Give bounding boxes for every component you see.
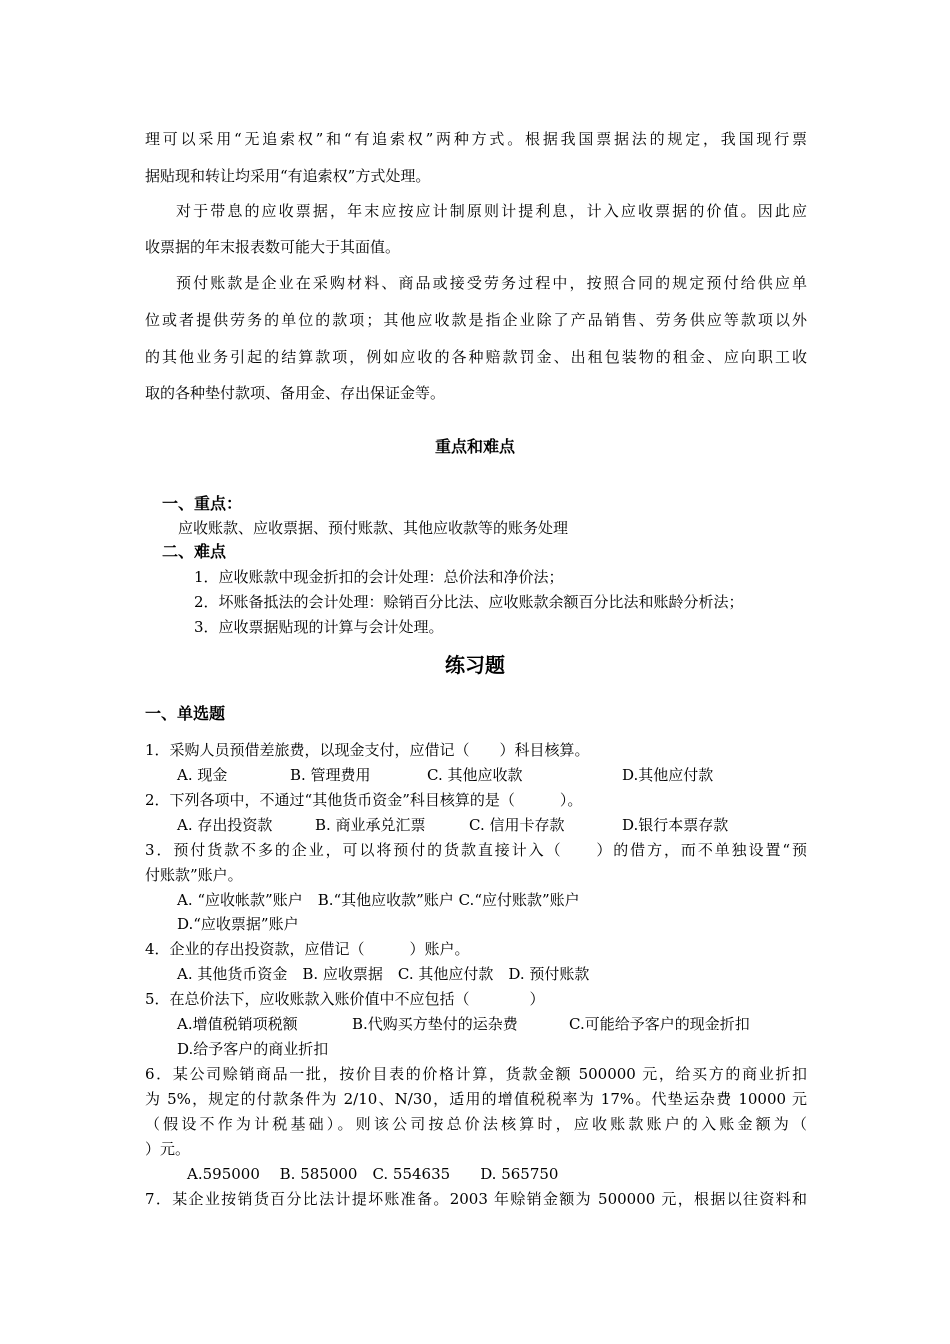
q5-option-d: D.给予客户的商业折扣 (177, 1040, 329, 1058)
intro-line-2: 据贴现和转让均采用“有追索权”方式处理。 (145, 167, 431, 185)
key-point-text: 应收账款、应收票据、预付账款、其他应收款等的账务处理 (178, 519, 569, 537)
question-3-line-1: 3．预付货款不多的企业，可以将预付的货款直接计入（ ）的借方，而不单独设置“预 (145, 841, 807, 859)
intro-line-8: 取的各种垫付款项、备用金、存出保证金等。 (145, 384, 446, 402)
question-3-line-2: 付账款”账户。 (145, 866, 243, 884)
question-5: 5．在总价法下，应收账款入账价值中不应包括（ ） (145, 990, 545, 1008)
difficulty-heading: 二、难点 (162, 542, 227, 561)
q2-option-b: B. 商业承兑汇票 (315, 816, 426, 834)
q1-option-b: B. 管理费用 (290, 766, 371, 784)
q6-options: A.595000 B. 585000 C. 554635 D. 565750 (187, 1165, 559, 1183)
intro-line-3: 对于带息的应收票据，年末应按应计制原则计提利息，计入应收票据的价值。因此应 (176, 202, 807, 220)
q2-option-c: C. 信用卡存款 (469, 816, 565, 834)
q5-option-b: B.代购买方垫付的运杂费 (352, 1015, 518, 1033)
q4-options: A. 其他货币资金 B. 应收票据 C. 其他应付款 D. 预付账款 (177, 965, 590, 983)
question-7-line-1: 7．某企业按销货百分比法计提坏账准备。2003 年赊销金额为 500000 元，根据以往资料和 (145, 1190, 807, 1208)
difficulty-item-3: 3．应收票据贴现的计算与会计处理。 (194, 618, 444, 636)
intro-line-5: 预付账款是企业在采购材料、商品或接受劳务过程中，按照合同的规定预付给供应单 (176, 274, 807, 292)
intro-line-4: 收票据的年末报表数可能大于其面值。 (145, 238, 401, 256)
difficulty-item-2: 2．坏账备抵法的会计处理：赊销百分比法、应收账款余额百分比法和账龄分析法； (194, 593, 744, 611)
intro-line-6: 位或者提供劳务的单位的款项；其他应收款是指企业除了产品销售、劳务供应等款项以外 (145, 311, 807, 329)
q2-option-d: D.银行本票存款 (622, 816, 729, 834)
question-6-line-1: 6．某公司赊销商品一批，按价目表的价格计算，货款金额 500000 元，给买方的商业折扣 (145, 1065, 807, 1083)
question-4: 4．企业的存出投资款，应借记（ ）账户。 (145, 940, 470, 958)
q1-option-a: A. 现金 (177, 766, 228, 784)
key-heading: 一、重点： (162, 494, 243, 513)
question-2: 2．下列各项中，不通过“其他货币资金”科目核算的是（ ）。 (145, 791, 583, 809)
difficulty-item-1: 1．应收账款中现金折扣的会计处理：总价法和净价法； (194, 568, 564, 586)
q5-option-a: A.增值税销项税额 (177, 1015, 298, 1033)
key-points-title: 重点和难点 (434, 437, 515, 456)
question-1: 1．采购人员预借差旅费，以现金支付，应借记（ ）科目核算。 (145, 741, 590, 759)
q5-option-c: C.可能给予客户的现金折扣 (569, 1015, 750, 1033)
intro-line-7: 的其他业务引起的结算款项，例如应收的各种赔款罚金、出租包装物的租金、应向职工收 (145, 348, 807, 366)
intro-line-1: 理可以采用“无追索权”和“有追索权”两种方式。根据我国票据法的规定，我国现行票 (145, 130, 807, 148)
question-6-line-2: 为 5%，规定的付款条件为 2/10、N/30，适用的增值税税率为 17%。代垫运杂费 10000 元 (145, 1090, 807, 1108)
question-6-line-3: （假设不作为计税基础）。则该公司按总价法核算时，应收账款账户的入账金额为（ (145, 1115, 807, 1133)
q3-option-d: D.“应收票据”账户 (177, 915, 299, 933)
q1-option-c: C. 其他应收款 (427, 766, 523, 784)
q2-option-a: A. 存出投资款 (177, 816, 273, 834)
section-single-choice: 一、单选题 (145, 704, 226, 723)
exercises-title: 练习题 (445, 653, 505, 677)
q3-options-abc: A. “应收帐款”账户 B.“其他应收款”账户 C.“应付账款”账户 (177, 891, 580, 909)
question-6-line-4: ）元。 (145, 1140, 191, 1158)
q1-option-d: D.其他应付款 (622, 766, 714, 784)
